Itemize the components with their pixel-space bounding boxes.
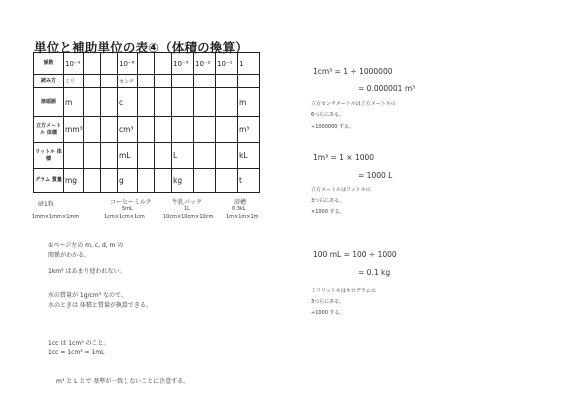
table-cell: 10⁻⁶ <box>118 53 138 75</box>
equation-line: 1m³ = 1 × 1000 <box>313 153 375 162</box>
example-label: 砂1粒 <box>38 201 54 208</box>
table-cell <box>194 143 216 169</box>
table-cell <box>172 75 194 88</box>
table-cell: 10⁻² <box>194 53 216 75</box>
table-cell <box>194 117 216 143</box>
table-cell: cm³ <box>118 117 138 143</box>
table-cell <box>155 169 172 193</box>
table-cell: L <box>172 143 194 169</box>
note-line: 3つ左にある。 <box>311 299 345 305</box>
table-cell <box>84 53 101 75</box>
table-cell: kg <box>172 169 194 193</box>
example-label: 牛乳パック <box>172 199 203 206</box>
table-cell: m <box>238 88 260 117</box>
example-sub: 5mL <box>122 206 133 212</box>
table-cell: c <box>118 88 138 117</box>
table-row <box>34 169 260 193</box>
table-row <box>34 88 260 117</box>
table-cell <box>172 117 194 143</box>
table-cell <box>138 143 155 169</box>
table-cell: 10⁻⁹ <box>64 53 84 75</box>
table-cell: mL <box>118 143 138 169</box>
note-line: ①ページ左の m, c, d, m の <box>48 242 124 249</box>
example-sub: 0.3kL <box>232 206 246 212</box>
equation-line: 1cm³ = 1 ÷ 1000000 <box>313 67 393 76</box>
note-line: ÷1000 する。 <box>311 310 345 316</box>
note-line: 1km³ はあまり使われない。 <box>48 268 126 275</box>
table-cell <box>216 117 238 143</box>
note-line: ×1000 する。 <box>311 209 345 215</box>
table-row <box>34 75 260 88</box>
table-cell <box>138 88 155 117</box>
table-cell <box>101 143 118 169</box>
row-header: 係数 <box>34 53 64 75</box>
table-cell: 10⁻³ <box>172 53 194 75</box>
table-cell <box>64 143 84 169</box>
table-cell <box>194 169 216 193</box>
example-size: 1m×1m×1m <box>226 214 259 220</box>
note-line: 6つ左にある。 <box>311 112 345 118</box>
equation-line: = 0.000001 m³ <box>358 84 416 93</box>
example-size: 1mm×1mm×1mm <box>32 214 80 220</box>
table-cell <box>84 117 101 143</box>
note-line: m³ と L とで 基準が一致しないことに注意する。 <box>56 378 190 385</box>
row-header: グラム 質量 <box>34 169 64 193</box>
note-line: 3つ右にある。 <box>311 198 345 204</box>
table-cell <box>155 53 172 75</box>
table-cell: mg <box>64 169 84 193</box>
table-cell <box>101 169 118 193</box>
table-cell <box>138 75 155 88</box>
table-cell <box>194 88 216 117</box>
table-cell <box>138 117 155 143</box>
table-cell <box>155 143 172 169</box>
note-line: 1cc = 1cm³ = 1mL <box>48 349 105 356</box>
table-cell <box>216 143 238 169</box>
table-cell <box>84 88 101 117</box>
table-cell <box>84 169 101 193</box>
table-cell <box>138 53 155 75</box>
note-line: 関係がわかる。 <box>48 252 91 259</box>
note-line: 1cc は 1cm³ のこと。 <box>48 340 110 347</box>
example-size: 10cm×10cm×10cm <box>163 214 214 220</box>
table-cell <box>101 53 118 75</box>
row-header: 立方メートル 体積 <box>34 117 64 143</box>
table-cell <box>155 88 172 117</box>
table-cell: ミリ <box>64 75 84 88</box>
table-cell: t <box>238 169 260 193</box>
table-cell <box>194 75 216 88</box>
example-label: コーヒーミルク <box>110 199 152 206</box>
table-cell <box>216 75 238 88</box>
table-cell: 1 <box>238 53 260 75</box>
table-cell <box>101 75 118 88</box>
note-line: 立方メートルはリットルの <box>311 187 371 193</box>
note-line: 水のときは 体積と質量が換算できる。 <box>48 302 152 309</box>
row-header: 読み方 <box>34 75 64 88</box>
equation-line: 100 mL = 100 ÷ 1000 <box>313 250 397 259</box>
row-header: リットル 体積 <box>34 143 64 169</box>
table-cell <box>216 88 238 117</box>
table-cell: センチ <box>118 75 138 88</box>
example-label: 浴槽 <box>234 199 247 206</box>
table-row <box>34 53 260 75</box>
table-cell <box>155 117 172 143</box>
table-row <box>34 143 260 169</box>
example-size: 1cm×1cm×1cm <box>104 214 145 220</box>
page-title: 単位と補助単位の表④（体積の換算） <box>34 40 248 55</box>
note-line: ミリリットルはキログラムの <box>311 288 376 294</box>
table-cell <box>101 117 118 143</box>
unit-table <box>33 52 260 193</box>
row-header: 接頭語 <box>34 88 64 117</box>
note-line: 立方センチメートルは立方メートルの <box>311 101 396 107</box>
table-cell <box>155 75 172 88</box>
table-cell: 10⁻¹ <box>216 53 238 75</box>
table-cell: g <box>118 169 138 193</box>
table-cell <box>84 143 101 169</box>
table-row <box>34 117 260 143</box>
note-line: ÷1000000 する。 <box>311 124 355 130</box>
table-cell <box>138 169 155 193</box>
equation-line: = 0.1 kg <box>358 268 391 277</box>
table-cell <box>172 88 194 117</box>
equation-line: = 1000 L <box>358 171 393 180</box>
note-line: 水の質量が 1g/cm³ なので、 <box>48 292 127 299</box>
table-cell: m <box>64 88 84 117</box>
table-cell <box>238 75 260 88</box>
table-cell: kL <box>238 143 260 169</box>
table-cell <box>101 88 118 117</box>
table-cell: m³ <box>238 117 260 143</box>
table-cell: mm³ <box>64 117 84 143</box>
example-sub: 1L <box>184 206 190 212</box>
table-cell <box>84 75 101 88</box>
table-cell <box>216 169 238 193</box>
